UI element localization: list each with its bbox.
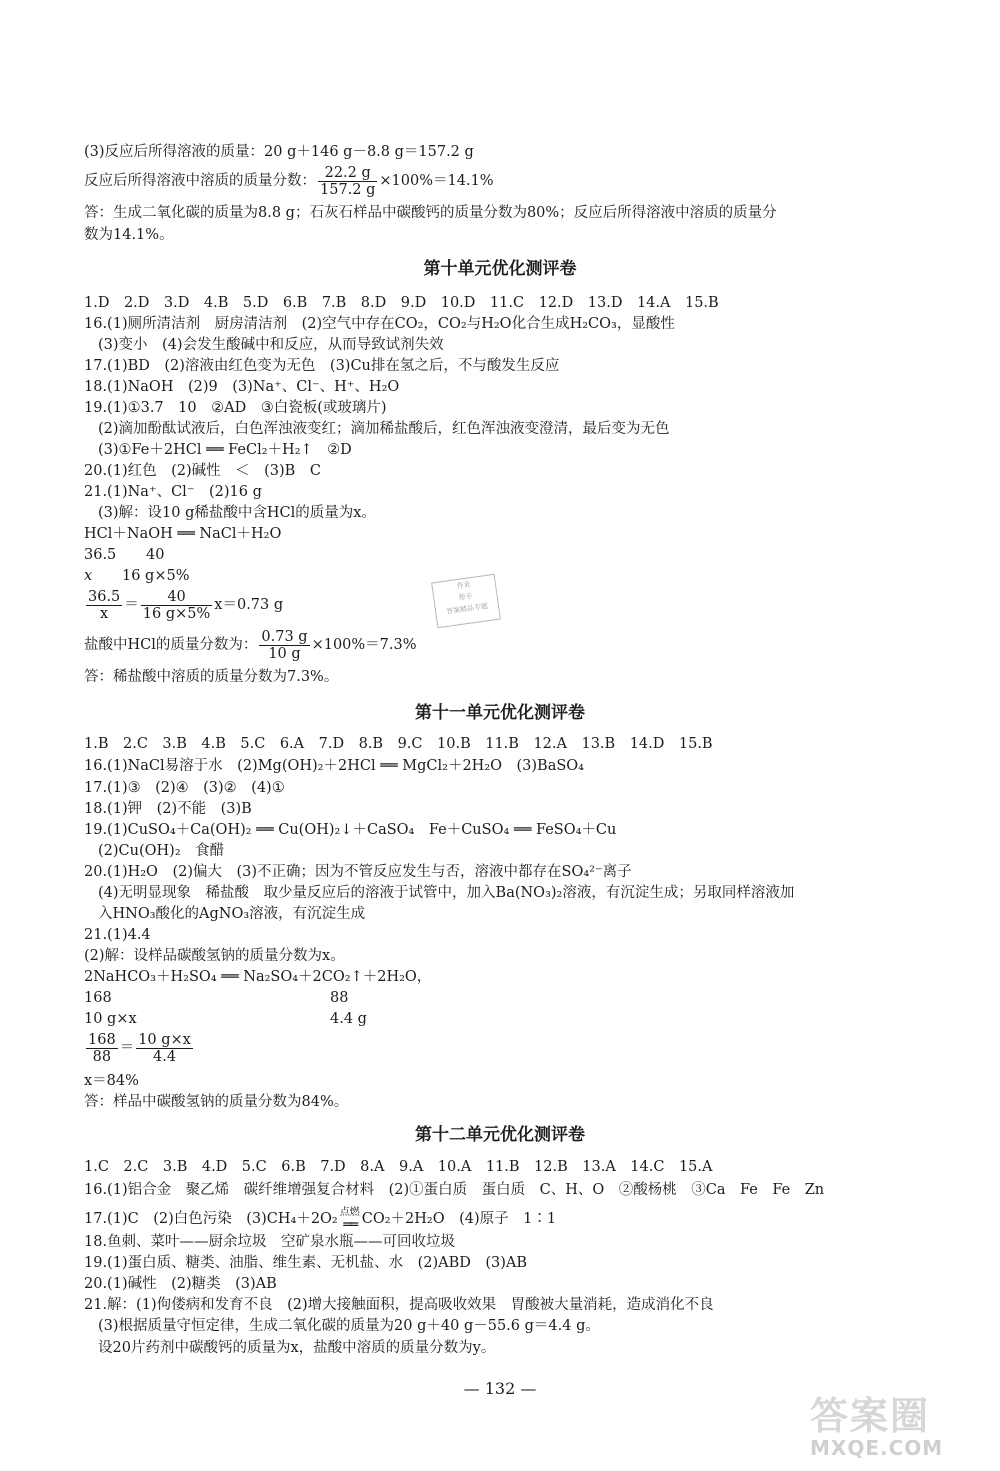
text-line: 1.C 2.C 3.B 4.D 5.C 6.B 7.D 8.A 9.A 10.A 11.B 12.B 13.A 14.C 15.A bbox=[84, 1159, 713, 1175]
text-line: 19.(1)①3.7 10 ②AD ③白瓷板(或玻璃片) bbox=[84, 400, 387, 416]
equals-sign: ══ bbox=[343, 1217, 357, 1233]
fraction bbox=[86, 589, 122, 622]
stamp-text: 作业 bbox=[456, 580, 472, 591]
text-line: (4)无明显现象 稀盐酸 取少量反应后的溶液于试管中，加入Ba(NO₃)₂溶液，有沉淀生成；另取同样溶液加 bbox=[98, 885, 795, 901]
fraction bbox=[86, 1032, 118, 1065]
fraction bbox=[259, 629, 309, 662]
fraction bbox=[141, 589, 213, 622]
ratio-value: 40 bbox=[146, 547, 165, 563]
proportion-line: $\frac{36.5}{x}$ ＝ $\frac{40}{16 g\times 5\%}$ x＝0.73 g bbox=[88, 588, 284, 622]
denominator: 16 g×5% bbox=[142, 605, 211, 622]
stamp-text: 帮手 bbox=[457, 592, 473, 602]
stamp-text: 答案精品专题 bbox=[445, 602, 489, 616]
text-line: (2)Cu(OH)₂ 食醋 bbox=[98, 843, 225, 859]
text-segment: x＝0.73 g bbox=[214, 597, 284, 613]
text-line: (3)变小 (4)会发生酸碱中和反应，从而导致试剂失效 bbox=[98, 337, 444, 353]
equation-line: 2NaHCO₃＋H₂SO₄ ══ Na₂SO₄＋2CO₂↑＋2H₂O， bbox=[84, 969, 432, 985]
ratio-value: 10 g×x bbox=[84, 1011, 137, 1027]
denominator: 4.4 bbox=[152, 1048, 177, 1065]
fraction bbox=[136, 1032, 193, 1065]
text-line: 21.(1)Na⁺、Cl⁻ (2)16 g bbox=[84, 484, 262, 500]
ratio-value: 36.5 bbox=[84, 547, 117, 563]
text-line: 答：生成二氧化碳的质量为8.8 g；石灰石样品中碳酸钙的质量分数为80%；反应后所得溶液中溶质的质量分 bbox=[84, 205, 777, 221]
section-title-unit-11: 第十一单元优化测评卷 bbox=[415, 703, 585, 723]
ratio-value: 16 g×5% bbox=[122, 568, 190, 584]
text-line: 20.(1)碱性 (2)糖类 (3)AB bbox=[84, 1276, 277, 1292]
text-line bbox=[84, 1204, 556, 1234]
text-line: (2)解：设样品碳酸氢钠的质量分数为x。 bbox=[84, 948, 345, 964]
watermark-logo bbox=[810, 1385, 990, 1465]
text-line: 21.(1)4.4 bbox=[84, 927, 151, 943]
text-line: (2)滴加酚酞试液后，白色浑浊液变红；滴加稀盐酸后，红色浑浊液变澄清，最后变为无色 bbox=[98, 421, 670, 437]
fraction bbox=[318, 165, 377, 198]
text-line bbox=[84, 164, 494, 198]
reaction-condition: 点燃 bbox=[339, 1207, 360, 1218]
text-segment: ×100%＝14.1% bbox=[379, 173, 494, 189]
text-segment: 盐酸中HCl的质量分数为： bbox=[84, 637, 258, 653]
text-segment: CO₂＋2H₂O (4)原子 1∶1 bbox=[361, 1211, 557, 1227]
denominator: x bbox=[100, 605, 109, 622]
ratio-value: 168 bbox=[84, 990, 112, 1006]
text-segment: 17.(1)C (2)白色污染 (3)CH₄＋2O₂ bbox=[84, 1211, 338, 1227]
text-line: (3)根据质量守恒定律，生成二氧化碳的质量为20 g＋40 g－55.6 g＝4.4 g。 bbox=[98, 1318, 600, 1334]
equation-line: HCl＋NaOH ══ NaCl＋H₂O bbox=[84, 526, 282, 542]
denominator: 10 g bbox=[268, 645, 301, 662]
text-line: x＝84% bbox=[84, 1073, 139, 1089]
denominator: 157.2 g bbox=[320, 181, 376, 198]
reaction-arrow bbox=[340, 1207, 360, 1231]
proportion-line: $\frac{168}{88}$ ＝ $\frac{10 g\times x}{4.4}$ bbox=[88, 1031, 191, 1065]
ratio-value: 88 bbox=[330, 990, 349, 1006]
text-line: 19.(1)蛋白质、糖类、油脂、维生素、无机盐、水 (2)ABD (3)AB bbox=[84, 1255, 528, 1271]
numerator: 0.73 g bbox=[261, 628, 308, 645]
text-line: 18.(1)NaOH (2)9 (3)Na⁺、Cl⁻、H⁺、H₂O bbox=[84, 379, 400, 395]
text-line: 18.鱼刺、菜叶——厨余垃圾 空矿泉水瓶——可回收垃圾 bbox=[84, 1234, 456, 1250]
text-line: 21.解：(1)佝偻病和发育不良 (2)增大接触面积，提高吸收效果 胃酸被大量消耗，造成消化不良 bbox=[84, 1297, 714, 1313]
numerator: 10 g×x bbox=[138, 1031, 191, 1048]
text-line: 答：样品中碳酸氢钠的质量分数为84%。 bbox=[84, 1094, 349, 1110]
text-line: (3)①Fe＋2HCl ══ FeCl₂＋H₂↑ ②D bbox=[98, 442, 352, 458]
ratio-value: 4.4 g bbox=[330, 1011, 367, 1027]
text-line: 17.(1)③ (2)④ (3)② (4)① bbox=[84, 780, 285, 796]
text-line: 数为14.1%。 bbox=[84, 227, 174, 243]
numerator: 40 bbox=[141, 589, 213, 606]
text-line: 18.(1)钾 (2)不能 (3)B bbox=[84, 801, 252, 817]
watermark-text: 答案圈 bbox=[810, 1394, 931, 1438]
text-segment: ×100%＝7.3% bbox=[311, 637, 417, 653]
numerator: 22.2 g bbox=[318, 165, 377, 182]
numerator: 36.5 bbox=[88, 588, 121, 605]
text-line: 16.(1)铝合金 聚乙烯 碳纤维增强复合材料 (2)①蛋白质 蛋白质 C、H、O ②酸杨桃 ③Ca Fe Fe Zn bbox=[84, 1182, 825, 1198]
page-number: — 132 — bbox=[463, 1379, 537, 1398]
text-line: 17.(1)BD (2)溶液由红色变为无色 (3)Cu排在氢之后，不与酸发生反应 bbox=[84, 358, 560, 374]
text-line: 19.(1)CuSO₄＋Ca(OH)₂ ══ Cu(OH)₂↓＋CaSO₄ Fe＋CuSO₄ ══ FeSO₄＋Cu bbox=[84, 822, 617, 838]
section-title-unit-10: 第十单元优化测评卷 bbox=[423, 259, 577, 279]
text-line: 20.(1)H₂O (2)偏大 (3)不正确；因为不管反应发生与否，溶液中都存在SO₄²⁻离子 bbox=[84, 864, 632, 880]
text-line: 1.B 2.C 3.B 4.B 5.C 6.A 7.D 8.B 9.C 10.B 11.B 12.A 13.B 14.D 15.B bbox=[84, 736, 713, 752]
text-line: (3)解：设10 g稀盐酸中含HCl的质量为x。 bbox=[98, 505, 376, 521]
text-line: 答：稀盐酸中溶质的质量分数为7.3%。 bbox=[84, 669, 339, 685]
denominator: 88 bbox=[92, 1048, 112, 1065]
text-line: 入HNO₃酸化的AgNO₃溶液，有沉淀生成 bbox=[98, 906, 366, 922]
text-line: (3)反应后所得溶液的质量：20 g＋146 g－8.8 g＝157.2 g bbox=[84, 144, 474, 160]
stamp-graphic bbox=[431, 574, 501, 628]
text-line: 1.D 2.D 3.D 4.B 5.D 6.B 7.B 8.D 9.D 10.D 11.C 12.D 13.D 14.A 15.B bbox=[84, 295, 719, 311]
text-line bbox=[84, 628, 417, 662]
section-title-unit-12: 第十二单元优化测评卷 bbox=[415, 1125, 585, 1145]
ratio-value: x bbox=[84, 568, 93, 584]
text-line: 16.(1)厕所清洁剂 厨房清洁剂 (2)空气中存在CO₂，CO₂与H₂O化合生成H₂CO₃，显酸性 bbox=[84, 316, 675, 332]
text-line: 20.(1)红色 (2)碱性 ＜ (3)B C bbox=[84, 463, 321, 479]
text-line: 16.(1)NaCl易溶于水 (2)Mg(OH)₂＋2HCl ══ MgCl₂＋2H₂O (3)BaSO₄ bbox=[84, 758, 584, 774]
watermark-url: MXQE.COM bbox=[810, 1436, 944, 1460]
numerator: 168 bbox=[88, 1031, 116, 1048]
text-line: 设20片药剂中碳酸钙的质量为x，盐酸中溶质的质量分数为y。 bbox=[98, 1340, 496, 1356]
text-segment: 反应后所得溶液中溶质的质量分数： bbox=[84, 173, 316, 189]
